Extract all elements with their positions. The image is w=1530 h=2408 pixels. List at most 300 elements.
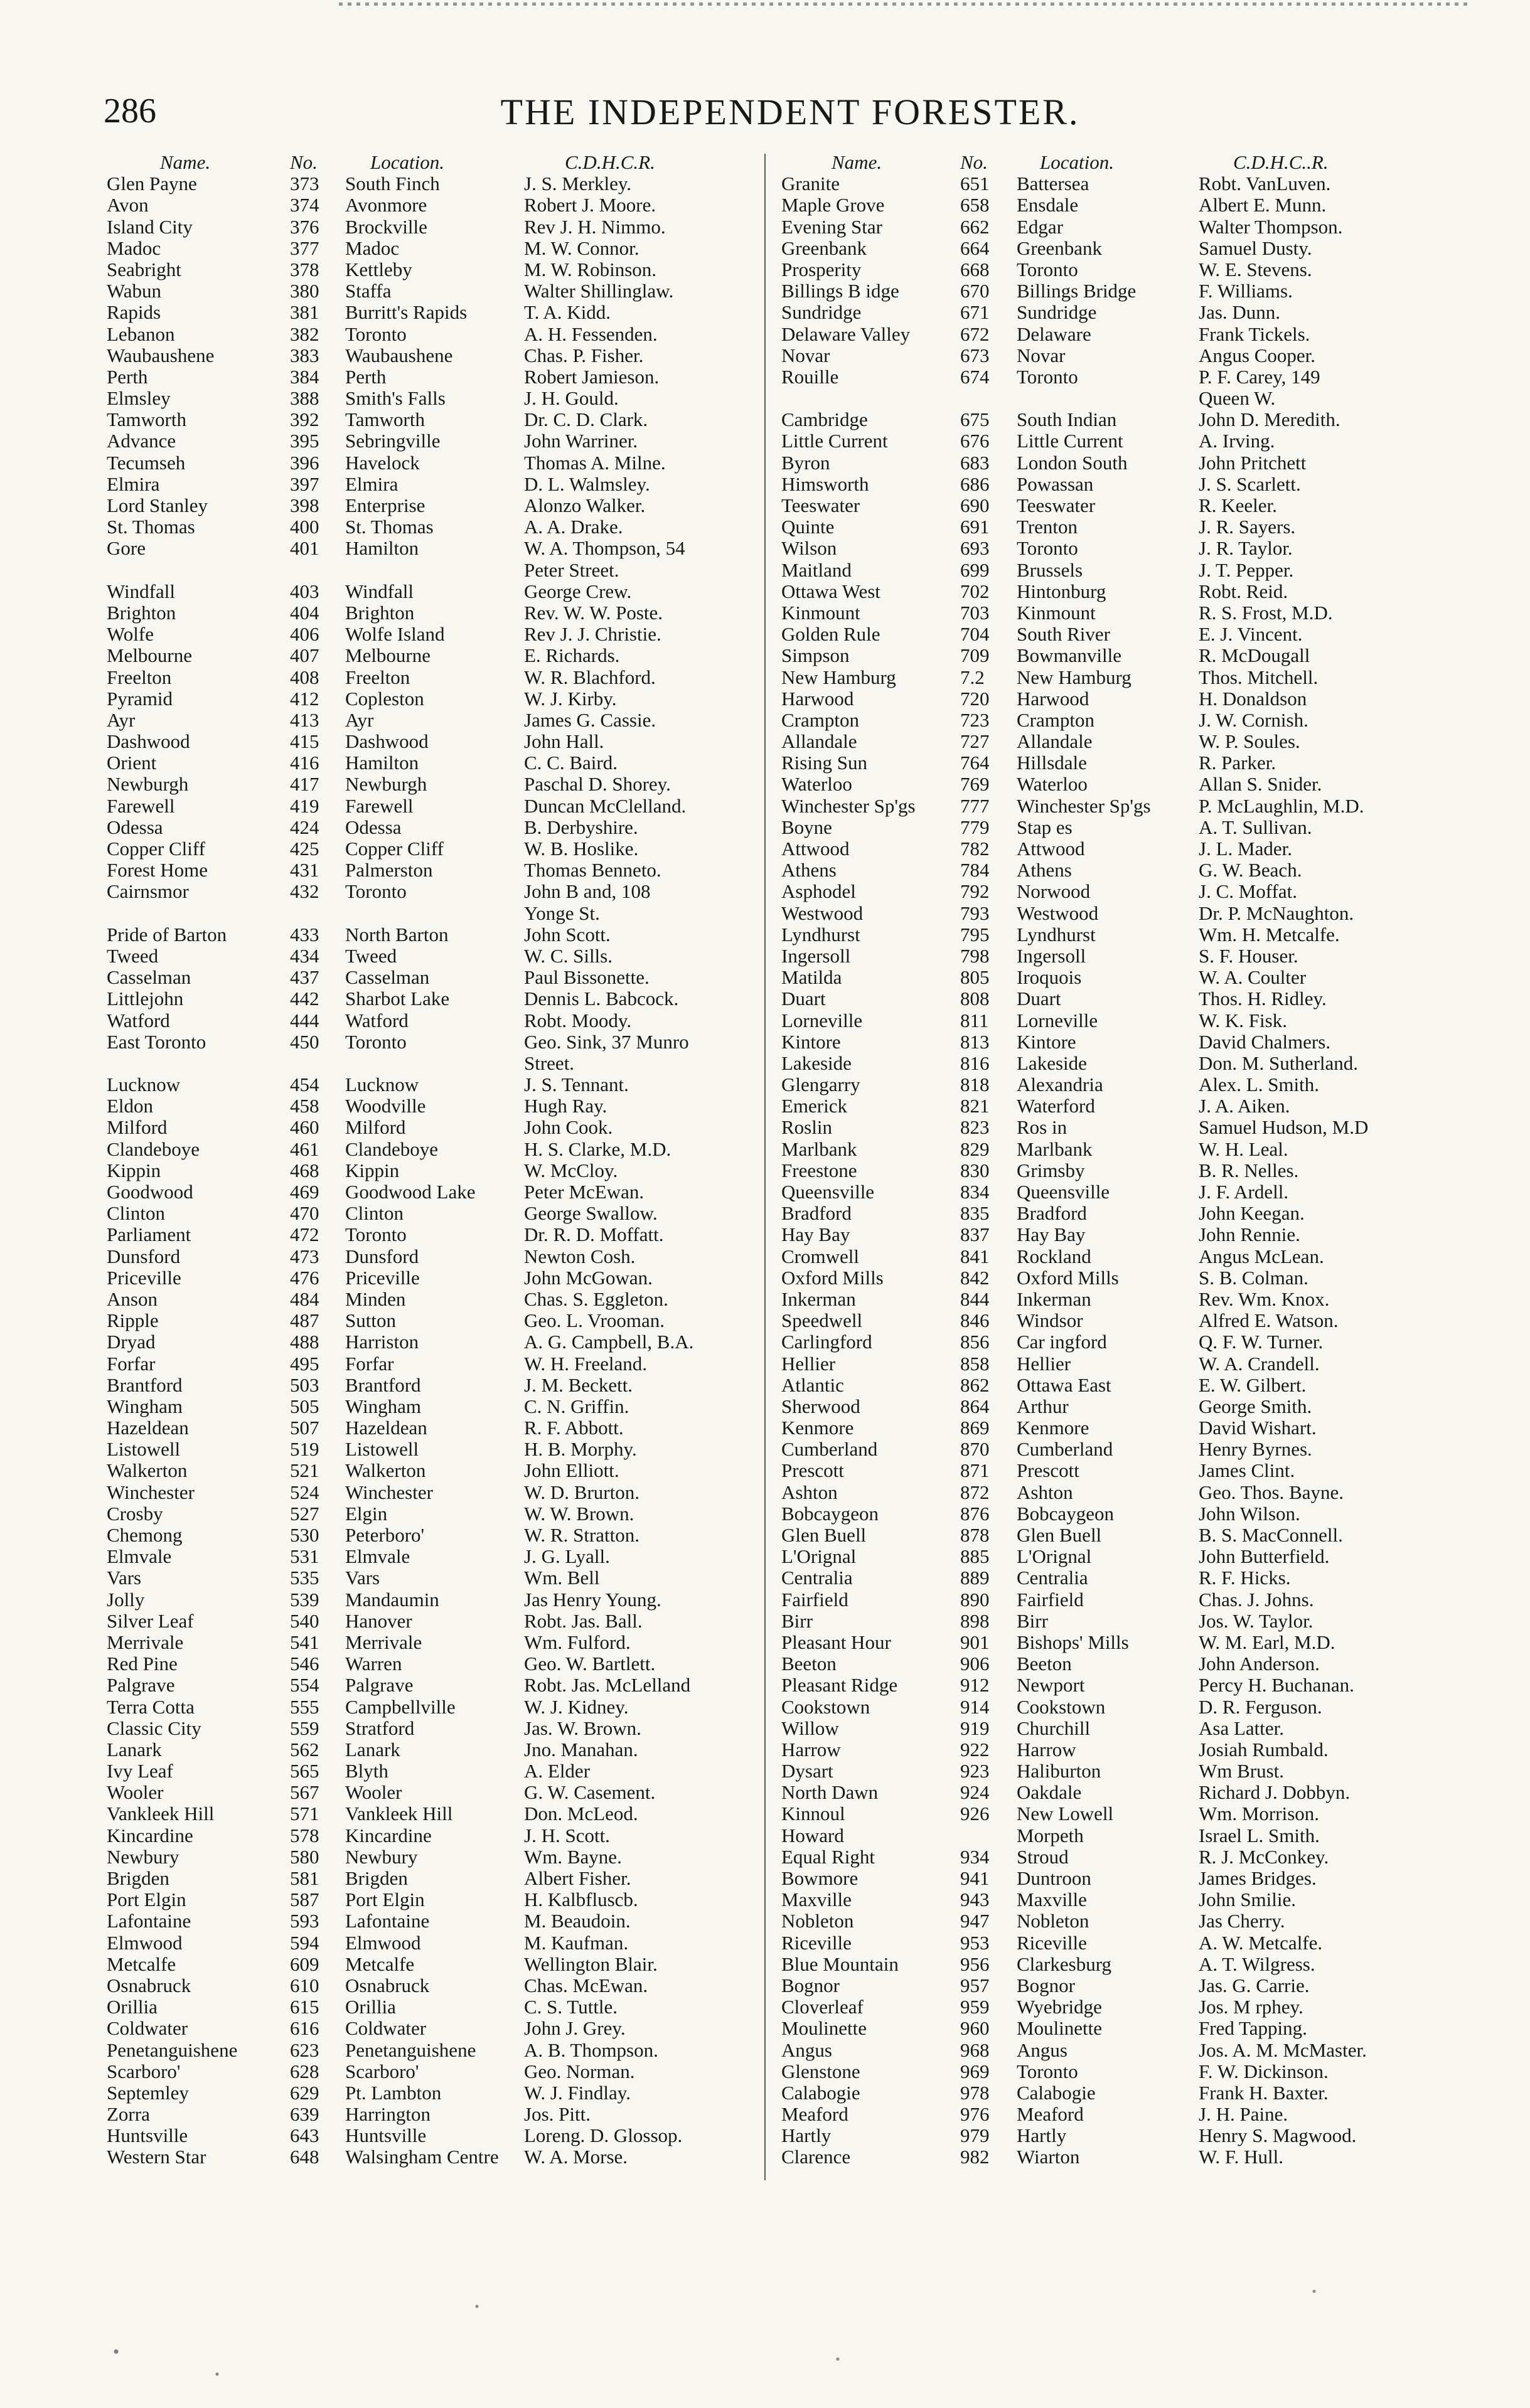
header-name: Name. [832,151,882,173]
court-officer: B. Derbyshire. [524,816,638,838]
court-number: 777 [960,794,990,817]
court-name: Ripple [107,1309,159,1332]
court-number: 461 [290,1137,319,1160]
court-officer: Geo. L. Vrooman. [524,1309,665,1332]
court-number: 503 [290,1373,319,1396]
court-number: 795 [960,923,990,946]
table-row [107,2061,766,2082]
court-location: Vars [345,1567,380,1589]
table-row [781,1975,1440,1996]
table-row [107,1031,766,1053]
court-name: Glengarry [781,1073,860,1096]
court-location: Vankleek Hill [345,1803,453,1825]
table-row [107,1289,766,1310]
court-name: St. Thomas [107,516,195,538]
column-headers [781,152,1440,173]
court-officer: J. H. Paine. [1199,2103,1288,2126]
court-number: 469 [290,1181,319,1203]
court-number: 676 [960,430,990,452]
court-officer: John Warriner. [524,430,638,452]
court-officer: John D. Meredith. [1199,408,1340,431]
court-officer: John Hall. [524,730,604,753]
court-officer: Rev. Wm. Knox. [1199,1287,1330,1310]
court-location: Kincardine [345,1824,432,1846]
table-row [107,2082,766,2104]
header-name: Name. [160,151,211,173]
court-officer: Jos. Pitt. [524,2103,591,2126]
table-row [107,967,766,988]
court-number: 559 [290,1717,319,1739]
table-row [781,645,1440,666]
table-row [781,366,1440,388]
court-officer: John J. Grey. [524,2017,626,2040]
table-row [781,1567,1440,1589]
table-row [107,710,766,731]
court-number: 495 [290,1352,319,1375]
court-number: 834 [960,1181,990,1203]
court-officer: Thomas A. Milne. [524,451,666,474]
court-name: Waubaushene [107,344,215,366]
court-location: Birr [1017,1609,1048,1632]
table-row [107,1460,766,1481]
court-officer: Wm. H. Metcalfe. [1199,923,1340,946]
court-location: Sundridge [1017,301,1097,324]
court-number: 673 [960,344,990,366]
court-name: Pleasant Ridge [781,1674,898,1697]
court-name: Cookstown [781,1695,870,1718]
table-row [781,1353,1440,1375]
table-row [107,1482,766,1503]
table-row [107,366,766,388]
table-row [107,2040,766,2061]
court-name: Priceville [107,1266,181,1289]
table-row [781,710,1440,731]
court-name: Seabright [107,258,181,280]
court-location: Glen Buell [1017,1524,1102,1546]
court-location: Ros in [1017,1116,1067,1139]
court-number: 629 [290,2081,319,2104]
court-name: Cromwell [781,1245,859,1267]
table-row [781,1117,1440,1138]
court-number: 384 [290,365,319,388]
court-number: 862 [960,1373,990,1396]
court-location: Stroud [1017,1845,1069,1868]
court-name: Island City [107,215,193,238]
court-officer: Alfred E. Watson. [1199,1309,1339,1332]
court-name: Pride of Barton [107,923,227,946]
court-name: Westwood [781,902,864,924]
court-location: Windsor [1017,1309,1083,1332]
court-location: Maxville [1017,1889,1087,1911]
court-name: Advance [107,430,176,452]
table-row [107,2018,766,2039]
court-location: Tamworth [345,408,425,431]
court-officer: Wm. Fulford. [524,1631,631,1653]
court-officer: David Wishart. [1199,1417,1317,1439]
court-number: 699 [960,558,990,581]
table-row [107,1632,766,1653]
table-row [781,194,1440,216]
table-row [781,2104,1440,2125]
court-name: Dysart [781,1760,833,1782]
court-number: 764 [960,752,990,774]
court-officer: W. E. Stevens. [1199,258,1312,280]
court-name: Brigden [107,1867,169,1889]
table-row [781,1932,1440,1954]
table-row [107,1996,766,2018]
court-location: Norwood [1017,880,1091,903]
court-number: 468 [290,1159,319,1181]
court-number: 953 [960,1931,990,1954]
court-name: Nobleton [781,1910,854,1932]
court-number: 403 [290,580,319,602]
court-name: Allandale [781,730,857,753]
court-location: Edgar [1017,215,1064,238]
court-location: Windfall [345,580,414,602]
court-location: Calabogie [1017,2081,1096,2104]
court-location: Blyth [345,1760,388,1782]
court-location: Watford [345,1009,409,1031]
court-location: Inkerman [1017,1287,1091,1310]
court-number: 889 [960,1567,990,1589]
court-name: Golden Rule [781,623,880,646]
court-officer: S. F. Houser. [1199,944,1298,967]
court-officer: Rev J. J. Christie. [524,623,661,646]
court-number: 580 [290,1845,319,1868]
court-location: Wolfe Island [345,623,445,646]
court-name: Gore [107,537,146,560]
court-location: Harwood [1017,687,1089,710]
court-name: Moulinette [781,2017,867,2040]
table-row [781,280,1440,302]
table-row [107,560,766,581]
court-officer: W. A. Morse. [524,2146,628,2168]
table-row [781,1653,1440,1675]
court-location: Farewell [345,794,414,817]
table-row [781,1331,1440,1353]
court-name: Lanark [107,1738,162,1761]
court-name: Wolfe [107,623,154,646]
court-officer: J. L. Mader. [1199,838,1292,860]
court-number: 554 [290,1674,319,1697]
table-row [781,881,1440,902]
court-officer: Jas. Dunn. [1199,301,1281,324]
court-number: 811 [960,1009,989,1031]
court-number: 417 [290,773,319,796]
table-row [107,1267,766,1289]
court-number: 709 [960,644,990,667]
court-location: Walsingham Centre [345,2146,499,2168]
court-location: Copper Cliff [345,838,444,860]
court-name: Elmira [107,472,160,495]
court-officer: J. G. Lyall. [524,1545,610,1568]
court-number: 702 [960,580,990,602]
court-name: Oxford Mills [781,1266,884,1289]
court-officer: W. A. Crandell. [1199,1352,1320,1375]
court-number: 437 [290,966,319,989]
court-officer: Fred Tapping. [1199,2017,1307,2040]
court-number: 675 [960,408,990,431]
table-row [107,860,766,881]
court-location: Waterford [1017,1095,1095,1117]
court-officer: J. H. Gould. [524,387,619,410]
top-border-rule [339,3,1468,6]
court-officer: B. S. MacConnell. [1199,1524,1343,1546]
table-row [107,216,766,238]
court-number: 890 [960,1588,990,1611]
court-name: Harrow [781,1738,841,1761]
court-location: Lafontaine [345,1910,430,1932]
court-officer: Wellington Blair. [524,1953,658,1975]
table-row [781,752,1440,774]
court-name: Prescott [781,1459,844,1482]
court-number: 407 [290,644,319,667]
court-location: Westwood [1017,902,1099,924]
court-name: Forfar [107,1352,156,1375]
court-officer: A. Elder [524,1760,591,1782]
court-officer: W. J. Findlay. [524,2081,631,2104]
court-number: 594 [290,1931,319,1954]
court-officer: Q. F. W. Turner. [1199,1331,1324,1353]
table-row [781,1675,1440,1696]
table-row [107,1139,766,1160]
table-row [107,302,766,323]
court-name: Madoc [107,237,161,259]
court-officer: E. W. Gilbert. [1199,1373,1307,1396]
table-row [107,1525,766,1546]
court-officer: W. R. Stratton. [524,1524,640,1546]
court-location: Wiarton [1017,2146,1080,2168]
table-row [107,1417,766,1439]
court-number: 395 [290,430,319,452]
court-name: Bowmore [781,1867,859,1889]
court-location: Iroquois [1017,966,1082,989]
court-officer: W. D. Brurton. [524,1481,639,1503]
court-number: 829 [960,1137,990,1160]
table-row [781,259,1440,280]
court-location: Stratford [345,1717,415,1739]
court-location: Elgin [345,1502,388,1525]
table-row [781,946,1440,967]
court-name: North Dawn [781,1781,879,1804]
court-location: Marlbank [1017,1137,1093,1160]
court-number: 906 [960,1653,990,1675]
court-number: 388 [290,387,319,410]
court-number: 830 [960,1159,990,1181]
table-row [107,1503,766,1525]
table-row [107,238,766,259]
court-name: Farewell [107,794,175,817]
court-officer: Chas. S. Eggleton. [524,1287,668,1310]
court-location: Newport [1017,1674,1085,1697]
table-row [107,796,766,817]
court-officer: James G. Cassie. [524,708,656,731]
court-number: 693 [960,537,990,560]
table-row [107,1932,766,1954]
court-name: Glenstone [781,2060,860,2082]
court-location: Odessa [345,816,402,838]
court-location: Clandeboye [345,1137,439,1160]
table-row [107,602,766,624]
court-officer: A. H. Fessenden. [524,322,658,345]
court-name: Dashwood [107,730,190,753]
court-location: Brockville [345,215,427,238]
court-name: Osnabruck [107,1974,191,1996]
table-row [107,688,766,710]
court-name: Parliament [107,1223,191,1246]
court-number: 784 [960,859,990,882]
court-location: Scarboro' [345,2060,419,2082]
court-name: Kintore [781,1030,841,1053]
court-name: Athens [781,859,837,882]
court-officer: Peter Street. [524,558,619,581]
table-row [107,1611,766,1632]
court-number: 919 [960,1717,990,1739]
table-row [107,1203,766,1224]
table-row [781,474,1440,495]
court-officer: Dr. P. McNaughton. [1199,902,1354,924]
court-name: Pleasant Hour [781,1631,891,1653]
court-number: 793 [960,902,990,924]
table-row [107,1331,766,1353]
court-number: 816 [960,1052,990,1074]
court-number: 381 [290,301,319,324]
court-number: 856 [960,1331,990,1353]
court-name: Fairfield [781,1588,848,1611]
table-row [107,1567,766,1589]
table-row [107,1181,766,1203]
court-officer: M. Beaudoin. [524,1910,631,1932]
court-number: 869 [960,1417,990,1439]
table-row [107,1868,766,1889]
table-row [781,903,1440,924]
table-row [107,1803,766,1825]
court-officer: W. A. Coulter [1199,966,1307,989]
court-officer: F. Williams. [1199,280,1293,302]
court-number: 703 [960,601,990,624]
court-name: Goodwood [107,1181,193,1203]
court-location: Bobcaygeon [1017,1502,1114,1525]
court-officer: J. W. Cornish. [1199,708,1308,731]
court-number: 616 [290,2017,319,2040]
court-location: Clarkesburg [1017,1953,1111,1975]
court-location: Bowmanville [1017,644,1122,667]
court-number: 885 [960,1545,990,1568]
table-row [781,796,1440,817]
court-location: Kintore [1017,1030,1076,1053]
court-officer: W. A. Thompson, 54 [524,537,685,560]
table-row [107,194,766,216]
table-row [781,1482,1440,1503]
table-row [781,388,1440,409]
court-number: 769 [960,773,990,796]
court-officer: J. S. Scarlett. [1199,472,1301,495]
court-officer: W. H. Freeland. [524,1352,648,1375]
court-name: Crosby [107,1502,163,1525]
court-location: Hartly [1017,2124,1067,2147]
court-name: Marlbank [781,1137,857,1160]
court-location: Staffa [345,280,392,302]
court-location: Madoc [345,237,400,259]
court-name: Eldon [107,1095,154,1117]
court-number: 555 [290,1695,319,1718]
court-number: 914 [960,1695,990,1718]
court-name: Pyramid [107,687,173,710]
court-officer: Richard J. Dobbyn. [1199,1781,1351,1804]
court-officer: Chas. J. Johns. [1199,1588,1314,1611]
court-name: Perth [107,365,148,388]
court-location: Lyndhurst [1017,923,1096,946]
court-name: Cairnsmor [107,880,189,903]
court-name: Rouille [781,365,839,388]
court-number: 540 [290,1609,319,1632]
table-row [781,173,1440,194]
court-location: Nobleton [1017,1910,1089,1932]
court-name: Bradford [781,1202,852,1225]
court-officer: Frank Tickels. [1199,322,1310,345]
court-officer: Loreng. D. Glossop. [524,2124,683,2147]
court-number: 813 [960,1030,990,1053]
court-officer: C. S. Tuttle. [524,1996,618,2018]
table-row [107,409,766,430]
page-title: THE INDEPENDENT FORESTER. [500,92,1080,132]
court-number: 484 [290,1287,319,1310]
table-row [781,409,1440,430]
court-name: Wingham [107,1395,183,1417]
court-location: Centralia [1017,1567,1088,1589]
table-row [107,1095,766,1117]
court-officer: Jas. G. Carrie. [1199,1974,1310,1996]
table-row [107,752,766,774]
court-number: 723 [960,708,990,731]
court-name: Cloverleaf [781,1996,864,2018]
table-row [107,1546,766,1567]
court-name: Palgrave [107,1674,175,1697]
court-location: Alexandria [1017,1073,1103,1096]
court-name: Ottawa West [781,580,880,602]
table-row [781,1954,1440,1975]
court-location: Peterboro' [345,1524,425,1546]
court-officer: Alex. L. Smith. [1199,1073,1320,1096]
court-officer: Wm. Bell [524,1567,600,1589]
court-number: 587 [290,1889,319,1911]
court-number: 593 [290,1910,319,1932]
table-row [107,1954,766,1975]
court-officer: George Smith. [1199,1395,1312,1417]
court-number: 846 [960,1309,990,1332]
court-location: Wyebridge [1017,1996,1102,2018]
court-number: 581 [290,1867,319,1889]
court-number: 842 [960,1266,990,1289]
court-name: Clinton [107,1202,166,1225]
table-row [107,1846,766,1868]
court-location: Toronto [345,322,407,345]
court-number: 505 [290,1395,319,1417]
court-number: 470 [290,1202,319,1225]
table-row [781,1460,1440,1481]
court-name: Delaware Valley [781,322,911,345]
court-name: Hazeldean [107,1417,189,1439]
table-row [107,903,766,924]
court-number: 664 [960,237,990,259]
court-name: Speedwell [781,1309,863,1332]
court-number: 898 [960,1609,990,1632]
court-location: Brigden [345,1867,408,1889]
court-number: 957 [960,1974,990,1996]
table-row [107,1889,766,1910]
court-number: 648 [290,2146,319,2168]
court-officer: Robt. Moody. [524,1009,632,1031]
